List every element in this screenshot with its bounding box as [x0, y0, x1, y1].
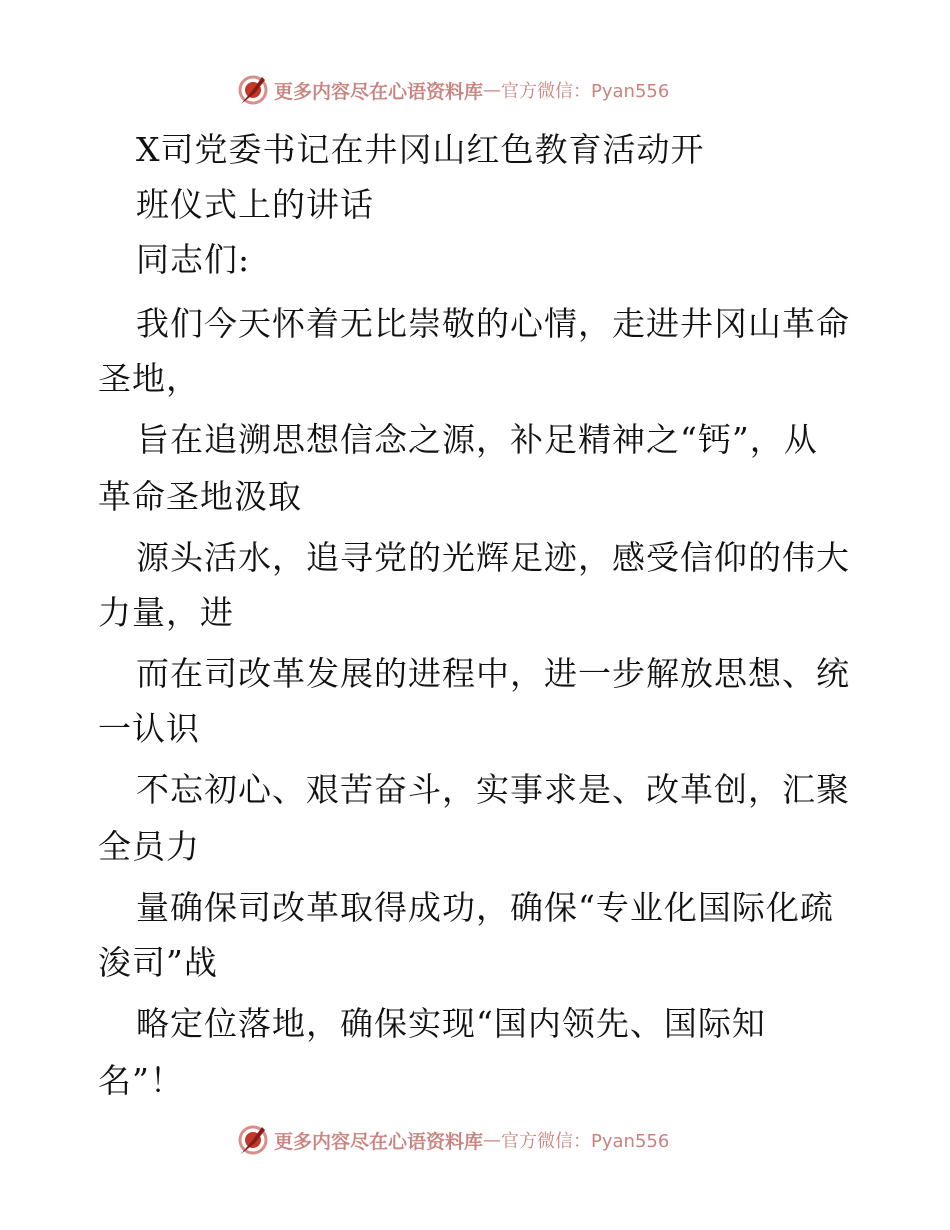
- doc-paragraph-line: 源头活水，追寻党的光辉足迹，感受信仰的伟大: [136, 538, 850, 577]
- watermark-footer: [236, 1122, 669, 1158]
- watermark-main-text: 更多内容尽在心语资料库: [274, 1130, 484, 1153]
- doc-paragraph-line: 不忘初心、艰苦奋斗，实事求是、改革创，汇聚: [136, 770, 850, 809]
- doc-paragraph-line: 全员力: [98, 827, 200, 866]
- watermark-dash: —: [483, 1129, 502, 1151]
- doc-paragraph-line: 量确保司改革取得成功，确保“专业化国际化疏: [136, 888, 834, 927]
- watermark-wechat-text: 官方微信：Pyan556: [501, 81, 670, 102]
- watermark-dash: —: [483, 79, 502, 101]
- doc-title-line-2: 班仪式上的讲话: [136, 185, 374, 224]
- doc-paragraph-line: 而在司改革发展的进程中，进一步解放思想、统: [136, 654, 850, 693]
- doc-paragraph-line: 我们今天怀着无比崇敬的心情，走进井冈山革命: [136, 304, 850, 343]
- doc-title-line-1: X司党委书记在井冈山红色教育活动开: [136, 130, 705, 169]
- doc-paragraph-line: 力量，进: [98, 593, 234, 632]
- doc-paragraph-line: 革命圣地汲取: [98, 477, 302, 516]
- quill-logo-icon: [236, 1123, 270, 1157]
- doc-paragraph-line: 一认识: [98, 709, 200, 748]
- watermark-main-text: 更多内容尽在心语资料库: [274, 80, 484, 103]
- doc-paragraph-line: 名”！: [98, 1061, 184, 1100]
- doc-paragraph-line: 圣地，: [98, 359, 200, 398]
- doc-paragraph-line: 略定位落地，确保实现“国内领先、国际知: [136, 1004, 766, 1043]
- doc-paragraph-line: 旨在追溯思想信念之源，补足精神之“钙”，从: [136, 420, 818, 459]
- doc-salutation: 同志们:: [136, 240, 251, 279]
- watermark-wechat-text: 官方微信：Pyan556: [501, 1131, 670, 1152]
- doc-paragraph-line: 浚司”战: [98, 943, 218, 982]
